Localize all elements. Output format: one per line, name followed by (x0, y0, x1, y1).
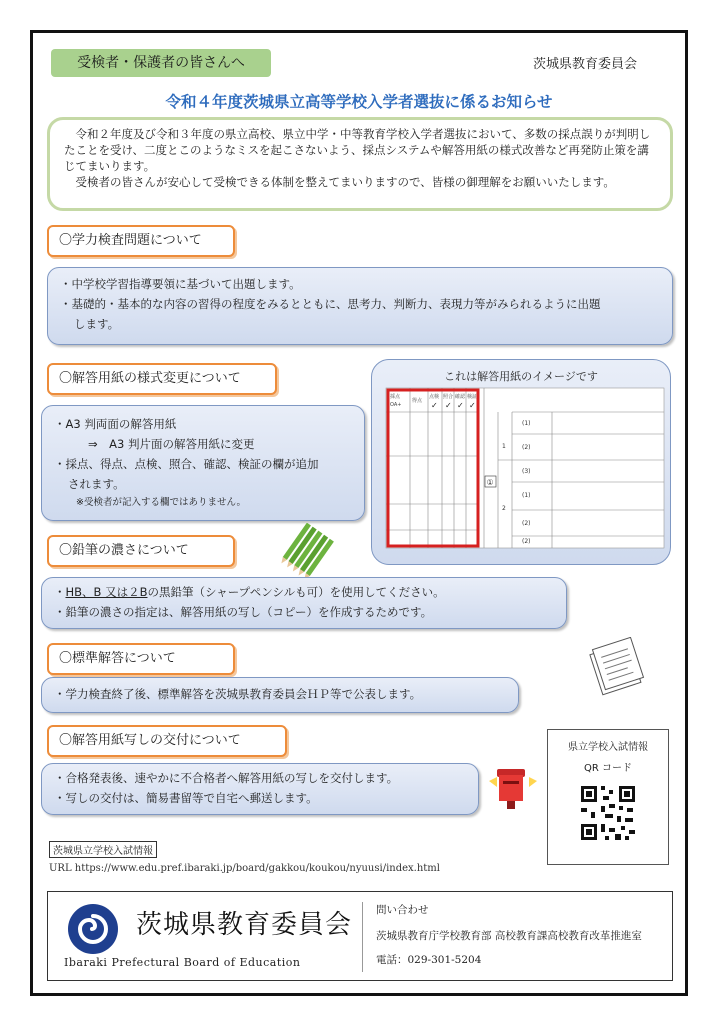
document-frame (30, 30, 688, 996)
audience-badge: 受検者・保護者の皆さんへ (51, 49, 271, 77)
svg-text:(2): (2) (522, 520, 531, 527)
svg-text:OA+: OA+ (390, 402, 402, 408)
contact-title: 問い合わせ (376, 904, 429, 916)
section-panel-pencil (41, 577, 567, 629)
svg-text:(3): (3) (522, 468, 531, 475)
contact-department: 茨城県教育庁学校教育部 高校教育課高校教育改革推進室 (376, 930, 642, 942)
section-panel-answers (41, 677, 519, 713)
info-url[interactable]: URL https://www.edu.pref.ibaraki.jp/board/gakkou/koukou/nyuusi/index.html (49, 863, 440, 874)
exam-item-2a: ・基礎的・基本的な内容の習得の程度をみるとともに、思考力、判断力、表現力等がみられるように出題 (60, 297, 601, 311)
svg-text:1: 1 (502, 443, 506, 450)
documents-icon (581, 637, 653, 697)
svg-text:確認: 確認 (455, 394, 466, 400)
contact-phone: 電話：029-301-5204 (376, 954, 482, 966)
copy-item-1: ・合格発表後、速やかに不合格者へ解答用紙の写しを交付します。 (54, 771, 399, 785)
svg-text:検証: 検証 (467, 394, 478, 400)
svg-text:✓: ✓ (431, 401, 438, 410)
intro-paragraph-1: 令和２年度及び令和３年度の県立高校、県立中学・中等教育学校入学者選抜において、多数の採点誤りが判明したことを受け、二度とこのようなミスを起こさないよう、採点システムや解答用紙の様式改善など再発防止策を講じてまいります。 (64, 127, 651, 173)
svg-text:✓: ✓ (457, 401, 464, 410)
pencil-item-1: ・HB、B 又は２Bの黒鉛筆（シャープペンシルも可）を使用してください。 (54, 585, 445, 599)
section-heading-pencil: 〇鉛筆の濃さについて (47, 535, 235, 567)
qr-box (547, 729, 669, 865)
footer-box (47, 891, 673, 981)
board-name: 茨城県教育委員会 (136, 910, 353, 940)
qr-code-icon[interactable] (579, 784, 637, 842)
svg-text:採点: 採点 (390, 394, 401, 400)
svg-text:(1): (1) (522, 420, 531, 427)
ibaraki-board-logo-icon (66, 902, 120, 956)
format-item-2b: されます。 (68, 477, 125, 491)
format-item-2a: ・採点、得点、点検、照合、確認、検証の欄が追加 (54, 457, 319, 471)
copy-item-2: ・写しの交付は、簡易書留等で自宅へ郵送します。 (54, 791, 318, 805)
answer-sheet-image-box (371, 359, 671, 565)
section-heading-exam: 〇学力検査問題について (47, 225, 235, 257)
format-note: ※受検者が記入する欄ではありません。 (76, 497, 247, 508)
section-panel-format (41, 405, 365, 521)
pencil-grades: HB、B 又は２B (65, 585, 148, 599)
svg-text:照合: 照合 (443, 394, 454, 400)
pencils-icon (279, 523, 339, 579)
section-heading-format: 〇解答用紙の様式変更について (47, 363, 277, 395)
format-item-1b: ⇒ A3 判片面の解答用紙に変更 (88, 437, 255, 451)
qr-title: 県立学校入試情報 (568, 742, 648, 753)
intro-paragraph-2: 受検者の皆さんが安心して受検できる体制を整えてまいりますので、皆様の御理解をお願いいたします。 (75, 175, 615, 189)
issuing-organization: 茨城県教育委員会 (533, 57, 638, 72)
exam-item-2b: します。 (74, 317, 120, 331)
mailbox-icon (485, 765, 541, 813)
answer-sheet-illustration (372, 360, 672, 566)
section-heading-copy: 〇解答用紙写しの交付について (47, 725, 287, 757)
link-label: 茨城県立学校入試情報 (49, 841, 157, 858)
pencil-item-2: ・鉛筆の濃さの指定は、解答用紙の写し（コピー）を作成するためです。 (54, 605, 433, 619)
section-panel-exam (47, 267, 673, 345)
format-item-1: ・A3 判両面の解答用紙 (54, 417, 177, 431)
svg-text:✓: ✓ (445, 401, 452, 410)
svg-text:得点: 得点 (412, 398, 423, 404)
answers-item-1: ・学力検査終了後、標準解答を茨城県教育委員会ＨＰ等で公表します。 (54, 687, 422, 701)
answer-sheet-caption: これは解答用紙のイメージです (444, 370, 598, 383)
svg-text:2: 2 (502, 505, 506, 512)
svg-text:(2): (2) (522, 538, 531, 545)
section-panel-copy (41, 763, 479, 815)
svg-text:①: ① (486, 478, 494, 487)
svg-text:点検: 点検 (429, 394, 440, 400)
svg-text:(2): (2) (522, 444, 531, 451)
svg-text:✓: ✓ (469, 401, 476, 410)
section-heading-answers: 〇標準解答について (47, 643, 235, 675)
svg-text:(1): (1) (522, 492, 531, 499)
qr-label: QR コード (584, 763, 632, 774)
footer-divider (362, 902, 363, 972)
board-name-english: Ibaraki Prefectural Board of Education (64, 956, 301, 969)
page-title: 令和４年度茨城県立高等学校入学者選抜に係るお知らせ (165, 93, 553, 111)
exam-item-1: ・中学校学習指導要領に基づいて出題します。 (60, 277, 301, 291)
intro-box (47, 117, 673, 211)
